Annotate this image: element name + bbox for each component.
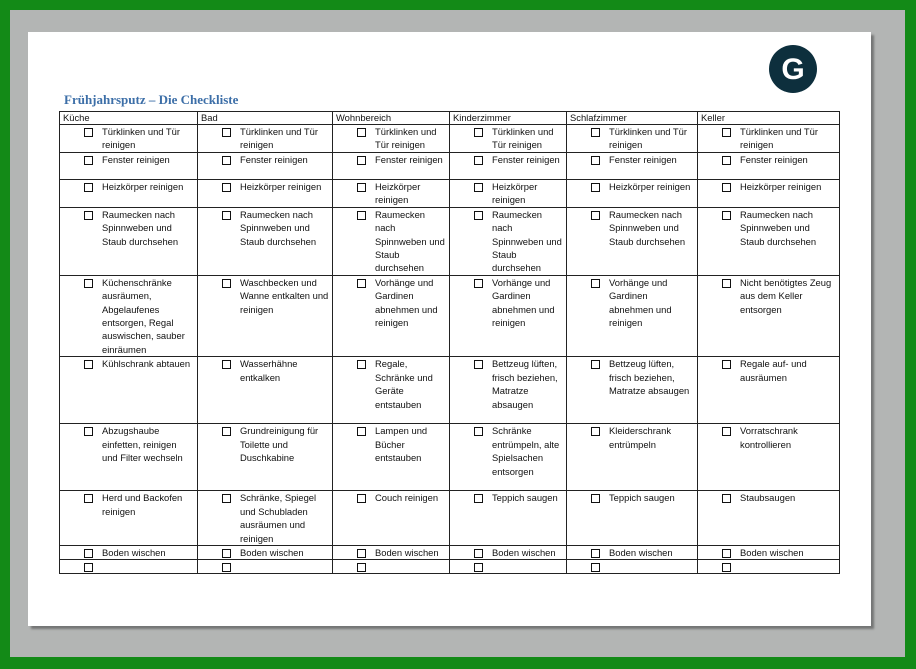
task-label: Waschbecken und Wanne entkalten und reinigen bbox=[240, 276, 329, 315]
checkbox[interactable] bbox=[474, 156, 483, 165]
task-label: Vorhänge und Gardinen abnehmen und reinigen bbox=[375, 276, 438, 329]
checkbox[interactable] bbox=[84, 360, 93, 369]
checkbox[interactable] bbox=[222, 494, 231, 503]
task-label: Grundreinigung für Toilette und Duschkabine bbox=[240, 425, 319, 464]
task-cell-bad bbox=[198, 207, 333, 275]
checkbox[interactable] bbox=[84, 128, 93, 137]
task-cell-kueche bbox=[60, 207, 198, 275]
checkbox[interactable] bbox=[722, 183, 731, 192]
checkbox[interactable] bbox=[474, 494, 483, 503]
checkbox[interactable] bbox=[222, 279, 231, 288]
task-cell-schlafzimmer bbox=[567, 207, 698, 275]
task-label: Vorhänge und Gardinen abnehmen und reinigen bbox=[609, 276, 672, 329]
task-label: Vorratschrank kontrollieren bbox=[740, 425, 798, 450]
task-label: Boden wischen bbox=[740, 546, 804, 558]
task-label: Heizkörper reinigen bbox=[609, 181, 691, 192]
task-label: Kleiderschrank entrümpeln bbox=[609, 425, 672, 450]
table-row bbox=[60, 424, 840, 491]
checklist-table bbox=[59, 111, 840, 574]
checkbox[interactable] bbox=[591, 183, 600, 192]
task-label: Heizkörper reinigen bbox=[375, 181, 421, 206]
task-label: Heizkörper reinigen bbox=[240, 181, 322, 192]
checkbox[interactable] bbox=[84, 549, 93, 558]
checkbox[interactable] bbox=[357, 156, 366, 165]
task-cell-schlafzimmer bbox=[567, 153, 698, 180]
task-cell-kinderzimmer bbox=[450, 207, 567, 275]
checkbox[interactable] bbox=[722, 360, 731, 369]
task-label: Raumecken nach Spinnweben und Staub durchsehen bbox=[740, 208, 817, 247]
task-cell-bad bbox=[198, 275, 333, 356]
checkbox[interactable] bbox=[474, 128, 483, 137]
task-label: Raumecken nach Spinnweben und Staub durchsehen bbox=[102, 208, 179, 247]
task-cell-wohnbereich bbox=[333, 424, 450, 491]
table-row bbox=[60, 207, 840, 275]
task-label: Lampen und Bücher entstauben bbox=[375, 425, 428, 464]
task-label: Teppich saugen bbox=[609, 492, 675, 504]
task-cell-kueche bbox=[60, 275, 198, 356]
checkbox[interactable] bbox=[357, 427, 366, 436]
task-cell-keller bbox=[698, 545, 840, 559]
task-cell-schlafzimmer bbox=[567, 491, 698, 546]
checkbox[interactable] bbox=[722, 279, 731, 288]
checkbox[interactable] bbox=[222, 563, 231, 572]
header-row bbox=[60, 112, 840, 125]
checkbox[interactable] bbox=[84, 494, 93, 503]
checkbox[interactable] bbox=[722, 427, 731, 436]
task-cell-bad bbox=[198, 424, 333, 491]
task-label: Fenster reinigen bbox=[492, 154, 560, 165]
checkbox[interactable] bbox=[591, 563, 600, 572]
task-cell-keller bbox=[698, 153, 840, 180]
task-cell-keller bbox=[698, 357, 840, 424]
task-label: Raumecken nach Spinnweben und Staub durchsehen bbox=[609, 208, 686, 247]
checkbox[interactable] bbox=[722, 211, 731, 220]
checkbox[interactable] bbox=[84, 427, 93, 436]
task-label: Raumecken nach Spinnweben und Staub durchsehen bbox=[240, 208, 317, 247]
checkbox[interactable] bbox=[722, 563, 731, 572]
task-label: Raumecken nach Spinnweben und Staub durchsehen bbox=[375, 208, 445, 274]
task-label: Schränke, Spiegel und Schubladen ausräumen und reinigen bbox=[240, 492, 317, 544]
task-label: Fenster reinigen bbox=[609, 154, 677, 165]
table-row bbox=[60, 125, 840, 153]
task-label: Fenster reinigen bbox=[375, 154, 443, 165]
task-cell-wohnbereich bbox=[333, 560, 450, 574]
task-cell-kinderzimmer bbox=[450, 275, 567, 356]
checkbox[interactable] bbox=[474, 563, 483, 572]
checkbox[interactable] bbox=[84, 211, 93, 220]
task-cell-kueche bbox=[60, 424, 198, 491]
column-header-bad: Bad bbox=[198, 112, 333, 125]
task-label: Türklinken und Tür reinigen bbox=[102, 126, 180, 151]
task-label: Heizkörper reinigen bbox=[492, 181, 538, 206]
table-row bbox=[60, 560, 840, 574]
column-header-kinderzimmer: Kinderzimmer bbox=[450, 112, 567, 125]
task-cell-bad bbox=[198, 125, 333, 153]
table-row bbox=[60, 153, 840, 180]
checkbox[interactable] bbox=[84, 156, 93, 165]
table-row bbox=[60, 275, 840, 356]
checkbox[interactable] bbox=[222, 427, 231, 436]
task-cell-schlafzimmer bbox=[567, 424, 698, 491]
task-cell-bad bbox=[198, 153, 333, 180]
checkbox[interactable] bbox=[357, 494, 366, 503]
checkbox[interactable] bbox=[591, 128, 600, 137]
checkbox[interactable] bbox=[357, 549, 366, 558]
task-cell-keller bbox=[698, 180, 840, 208]
task-cell-kinderzimmer bbox=[450, 125, 567, 153]
svg-text:G: G bbox=[781, 53, 805, 86]
task-cell-kueche bbox=[60, 545, 198, 559]
task-label: Kühlschrank abtauen bbox=[102, 358, 191, 370]
checkbox[interactable] bbox=[722, 549, 731, 558]
task-cell-schlafzimmer bbox=[567, 275, 698, 356]
task-cell-kinderzimmer bbox=[450, 545, 567, 559]
checkbox[interactable] bbox=[357, 211, 366, 220]
task-label: Teppich saugen bbox=[492, 492, 558, 504]
task-label: Couch reinigen bbox=[375, 492, 439, 504]
checkbox[interactable] bbox=[222, 128, 231, 137]
table-row bbox=[60, 491, 840, 546]
checkbox[interactable] bbox=[474, 183, 483, 192]
task-cell-kinderzimmer bbox=[450, 560, 567, 574]
task-cell-wohnbereich bbox=[333, 180, 450, 208]
checkbox[interactable] bbox=[591, 360, 600, 369]
checkbox[interactable] bbox=[591, 427, 600, 436]
task-label: Türklinken und Tür reinigen bbox=[492, 126, 554, 151]
checkbox[interactable] bbox=[474, 279, 483, 288]
table-row bbox=[60, 357, 840, 424]
task-cell-schlafzimmer bbox=[567, 180, 698, 208]
checkbox[interactable] bbox=[474, 360, 483, 369]
task-label: Boden wischen bbox=[492, 546, 556, 558]
task-cell-wohnbereich bbox=[333, 545, 450, 559]
task-cell-schlafzimmer bbox=[567, 357, 698, 424]
task-cell-kueche bbox=[60, 180, 198, 208]
task-cell-keller bbox=[698, 275, 840, 356]
column-header-wohnbereich: Wohnbereich bbox=[333, 112, 450, 125]
task-label: Fenster reinigen bbox=[740, 154, 808, 165]
task-cell-bad bbox=[198, 180, 333, 208]
checkbox[interactable] bbox=[357, 279, 366, 288]
task-label: Regale, Schränke und Geräte entstauben bbox=[375, 358, 433, 410]
table-row bbox=[60, 180, 840, 208]
checkbox[interactable] bbox=[84, 183, 93, 192]
column-header-schlafzimmer: Schlafzimmer bbox=[567, 112, 698, 125]
task-cell-bad bbox=[198, 560, 333, 574]
checkbox[interactable] bbox=[474, 211, 483, 220]
task-label: Wasserhähne entkalken bbox=[240, 358, 298, 383]
document-page bbox=[28, 32, 871, 626]
column-header-keller: Keller bbox=[698, 112, 840, 125]
checkbox[interactable] bbox=[591, 156, 600, 165]
task-cell-keller bbox=[698, 424, 840, 491]
task-cell-kueche bbox=[60, 491, 198, 546]
task-cell-schlafzimmer bbox=[567, 125, 698, 153]
task-cell-bad bbox=[198, 491, 333, 546]
task-label: Boden wischen bbox=[102, 546, 166, 558]
task-cell-kueche bbox=[60, 560, 198, 574]
task-label: Küchenschränke ausräumen, Abgelaufenes entsorgen, Regal auswischen, sauber einräumen bbox=[102, 276, 185, 355]
task-label: Schränke entrümpeln, alte Spielsachen entsorgen bbox=[492, 425, 560, 477]
task-cell-bad bbox=[198, 357, 333, 424]
checkbox[interactable] bbox=[357, 360, 366, 369]
task-label: Regale auf- und ausräumen bbox=[740, 358, 807, 383]
task-cell-wohnbereich bbox=[333, 207, 450, 275]
page-title: Frühjahrsputz – Die Checkliste bbox=[64, 92, 239, 107]
task-cell-kinderzimmer bbox=[450, 424, 567, 491]
task-cell-kinderzimmer bbox=[450, 180, 567, 208]
checkbox[interactable] bbox=[357, 183, 366, 192]
task-cell-keller bbox=[698, 125, 840, 153]
task-label: Fenster reinigen bbox=[240, 154, 308, 165]
checkbox[interactable] bbox=[84, 279, 93, 288]
task-cell-kinderzimmer bbox=[450, 491, 567, 546]
task-cell-keller bbox=[698, 491, 840, 546]
task-label: Heizkörper reinigen bbox=[102, 181, 184, 192]
task-label: Nicht benötigtes Zeug aus dem Keller entsorgen bbox=[740, 276, 832, 315]
task-label: Boden wischen bbox=[240, 546, 304, 558]
task-label: Staubsaugen bbox=[740, 492, 796, 504]
checkbox[interactable] bbox=[474, 549, 483, 558]
checkbox[interactable] bbox=[222, 156, 231, 165]
task-label: Boden wischen bbox=[609, 546, 673, 558]
task-label: Bettzeug lüften, frisch beziehen, Matratze absaugen bbox=[492, 358, 558, 410]
task-cell-kueche bbox=[60, 153, 198, 180]
checkbox[interactable] bbox=[591, 494, 600, 503]
task-cell-kinderzimmer bbox=[450, 357, 567, 424]
task-cell-kueche bbox=[60, 357, 198, 424]
checkbox[interactable] bbox=[591, 211, 600, 220]
task-cell-bad bbox=[198, 545, 333, 559]
task-cell-wohnbereich bbox=[333, 357, 450, 424]
checkbox[interactable] bbox=[84, 563, 93, 572]
checkbox[interactable] bbox=[474, 427, 483, 436]
task-label: Boden wischen bbox=[375, 546, 439, 558]
table-row bbox=[60, 545, 840, 559]
task-label: Türklinken und Tür reinigen bbox=[375, 126, 437, 151]
task-cell-wohnbereich bbox=[333, 491, 450, 546]
checkbox[interactable] bbox=[722, 128, 731, 137]
task-label: Türklinken und Tür reinigen bbox=[740, 126, 818, 151]
checkbox[interactable] bbox=[591, 549, 600, 558]
column-header-kueche: Küche bbox=[60, 112, 198, 125]
task-label: Abzugshaube einfetten, reinigen und Filter wechseln bbox=[102, 425, 183, 464]
task-label: Vorhänge und Gardinen abnehmen und reinigen bbox=[492, 276, 555, 329]
task-cell-keller bbox=[698, 560, 840, 574]
task-cell-wohnbereich bbox=[333, 125, 450, 153]
task-label: Türklinken und Tür reinigen bbox=[609, 126, 687, 151]
checkbox[interactable] bbox=[722, 156, 731, 165]
checkbox[interactable] bbox=[222, 549, 231, 558]
task-label: Herd und Backofen reinigen bbox=[102, 492, 183, 517]
task-cell-kinderzimmer bbox=[450, 153, 567, 180]
task-label: Türklinken und Tür reinigen bbox=[240, 126, 318, 151]
checkbox[interactable] bbox=[222, 211, 231, 220]
checkbox[interactable] bbox=[722, 494, 731, 503]
task-label: Heizkörper reinigen bbox=[740, 181, 822, 192]
task-label: Bettzeug lüften, frisch beziehen, Matratze absaugen bbox=[609, 358, 690, 397]
task-cell-schlafzimmer bbox=[567, 560, 698, 574]
task-cell-wohnbereich bbox=[333, 153, 450, 180]
checkbox[interactable] bbox=[357, 563, 366, 572]
checkbox[interactable] bbox=[357, 128, 366, 137]
task-cell-kueche bbox=[60, 125, 198, 153]
company-logo-icon bbox=[768, 44, 818, 94]
task-cell-keller bbox=[698, 207, 840, 275]
task-cell-wohnbereich bbox=[333, 275, 450, 356]
task-cell-schlafzimmer bbox=[567, 545, 698, 559]
checkbox[interactable] bbox=[591, 279, 600, 288]
checkbox[interactable] bbox=[222, 183, 231, 192]
checkbox[interactable] bbox=[222, 360, 231, 369]
task-label: Fenster reinigen bbox=[102, 154, 170, 165]
task-label: Raumecken nach Spinnweben und Staub durchsehen bbox=[492, 208, 562, 274]
